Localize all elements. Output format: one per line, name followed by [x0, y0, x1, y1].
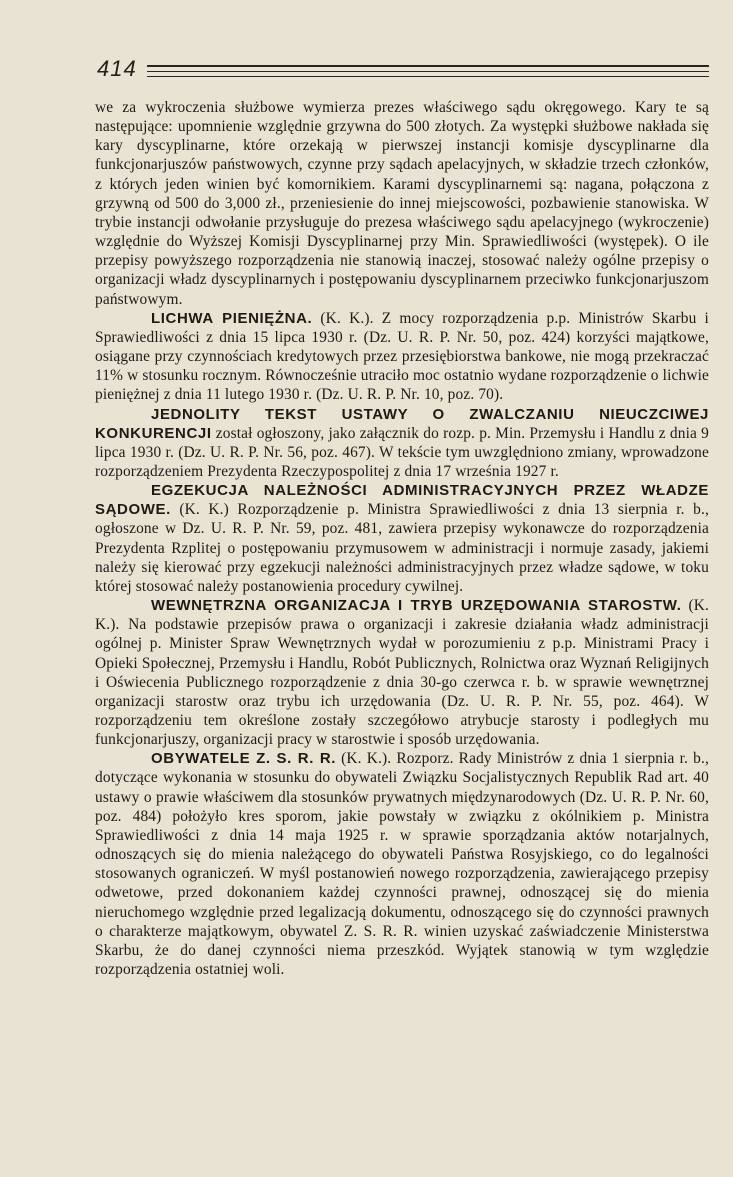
paragraph-text: we za wykroczenia służbowe wymierza prezes właściwego sądu okręgowego. Kary te są następujące: upomnienie względnie grzywna do 500 złotych. Za występki służbowe nakłada się kary dyscyplinarne, które orzekają w pierwszej instancji komisje dyscyplinarne dla funkcjonarjuszów państwowych, czynne przy sądach apelacyjnych, w składzie trzech członków, z których jeden winien być komornikiem. Karami dyscyplinarnemi są: nagana, połączona z grzywną od 500 do 3,000 zł., przeniesienie do innej miejscowości, pozbawienie stanowiska. W trybie instancji odwołanie przysługuje do prezesa właściwego sądu apelacyjnego (wykroczenie) względnie do Wyższej Komisji Dyscyplinarnej przy Min. Sprawiedliwości (występek). O ile przepisy powyższego rozporządzenia nie stanowią inaczej, stosować należy ogólne przepisy o organizacji władz dyscyplinarnych i postępowaniu dyscyplinarnem przeciwko funkcjonarjuszom państwowym. — [95, 99, 709, 308]
section-heading: LICHWA PIENIĘŻNA. — [151, 309, 313, 327]
paragraph-konkurencja — [95, 405, 709, 482]
header-rule — [147, 65, 709, 67]
paragraph-egzekucja — [95, 481, 709, 596]
section-heading: JEDNOLITY TEKST USTAWY O ZWALCZANIU NIEUCZCIWEJ KONKURENCJI — [95, 405, 709, 442]
paragraph-text: (K. K.). Rozporz. Rady Ministrów z dnia 1 sierpnia r. b., dotyczące wykonania w stosunku do obywateli Związku Socjalistycznych Republik Rad art. 40 ustawy o prawie właściwem dla stosunków prywatnych międzynarodowych (Dz. U. R. P. Nr. 60, poz. 484) położyło kres sporom, jakie powstały w związku z okólnikiem p. Ministra Sprawiedliwości z dnia 14 maja 1925 r. w sprawie sporządzania aktów notarjalnych, odnoszących się do mienia należącego do obywateli Państwa Rosyjskiego, co do legalności stosowanych ograniczeń. W myśl postanowień nowego rozporządzenia, zawierającego przepisy odwetowe, przed dokonaniem każdej czynności prawnej, odnoszącej się do mienia nieruchomego względnie przed legalizacją dokumentu, odnoszącego się do czynności prawnych o charakterze majątkowym, obywatel Z. S. R. R. winien uzyskać zaświadczenie Ministerstwa Skarbu, że do danej czynności niema przeszkód. Wyjątek stanowią w tym względzie rozporządzenia ostatniej woli. — [95, 750, 709, 979]
paragraph-starostwa — [95, 596, 709, 749]
header-rule — [147, 71, 709, 72]
section-heading: OBYWATELE Z. S. R. R. — [151, 750, 337, 768]
paragraph-continuation — [95, 98, 709, 309]
section-heading: WEWNĘTRZNA ORGANIZACJA I TRYB URZĘDOWANIA STAROSTW. — [151, 597, 682, 615]
page-number: 414 — [97, 56, 137, 81]
paragraph-text: został ogłoszony, jako załącznik do rozp. p. Min. Przemysłu i Handlu z dnia 9 lipca 1930 r. (Dz. U. R. P. Nr. 56, poz. 467). W tekście tym uwzględniono zmiany, wprowadzone rozporządzeniem Prezydenta Rzeczypospolitej z dnia 17 września 1927 r. — [95, 424, 709, 480]
paragraph-lichwa — [95, 309, 709, 405]
paragraph-obywatele — [95, 749, 709, 979]
page-body — [95, 98, 709, 979]
paragraph-text: (K. K.) Rozporządzenie p. Ministra Sprawiedliwości z dnia 13 sierpnia r. b., ogłoszone w Dz. U. R. P. Nr. 59, poz. 481, zawiera przepisy wykonawcze do rozporządzenia Prezydenta Rzplitej o postępowaniu przymusowem w administracji i normuje zasady, jakiemi należy się kierować przy egzekucji należności administracyjnych przez władze sądowe, w toku której stosować należy postanowienia procedury cywilnej. — [95, 501, 709, 595]
paragraph-text: (K. K.). Z mocy rozporządzenia p.p. Ministrów Skarbu i Sprawiedliwości z dnia 15 lipca 1930 r. (Dz. U. R. P. Nr. 50, poz. 424) korzyści majątkowe, osiągane przy czynnościach kredytowych przez przesiębiorstwa bankowe, nie mogą przekraczać 11% w stosunku rocznym. Równocześnie utraciło moc ostatnio wydane rozporządzenie o lichwie pieniężnej z dnia 11 lutego 1930 r. (Dz. U. R. P. Nr. 10, poz. 70). — [95, 309, 709, 404]
section-heading: EGZEKUCJA NALEŻNOŚCI ADMINISTRACYJNYCH PRZEZ WŁADZE SĄDOWE. — [95, 482, 709, 519]
page-header — [97, 56, 709, 86]
paragraph-text: (K. K.). Na podstawie przepisów prawa o organizacji i zakresie działania władz administracji ogólnej p. Minister Spraw Wewnętrznych wydał w porozumieniu z p.p. Ministrami Pracy i Opieki Społecznej, Przemysłu i Handlu, Robót Publicznych, Rolnictwa oraz Wyznań Religijnych i Oświecenia Publicznego rozporządzenie z dnia 30-go czerwca r. b. w sprawie wewnętrznej organizacji starostw oraz trybu ich urzędowania (Dz. U. R. P. Nr. 55, poz. 464). W rozporządzeniu tem określone zostały szczegółowo atrybucje starosty i podległych mu funkcjonarjuszy, organizacji pracy w starostwie i sposób urzędowania. — [95, 597, 709, 749]
header-rule — [147, 76, 709, 77]
